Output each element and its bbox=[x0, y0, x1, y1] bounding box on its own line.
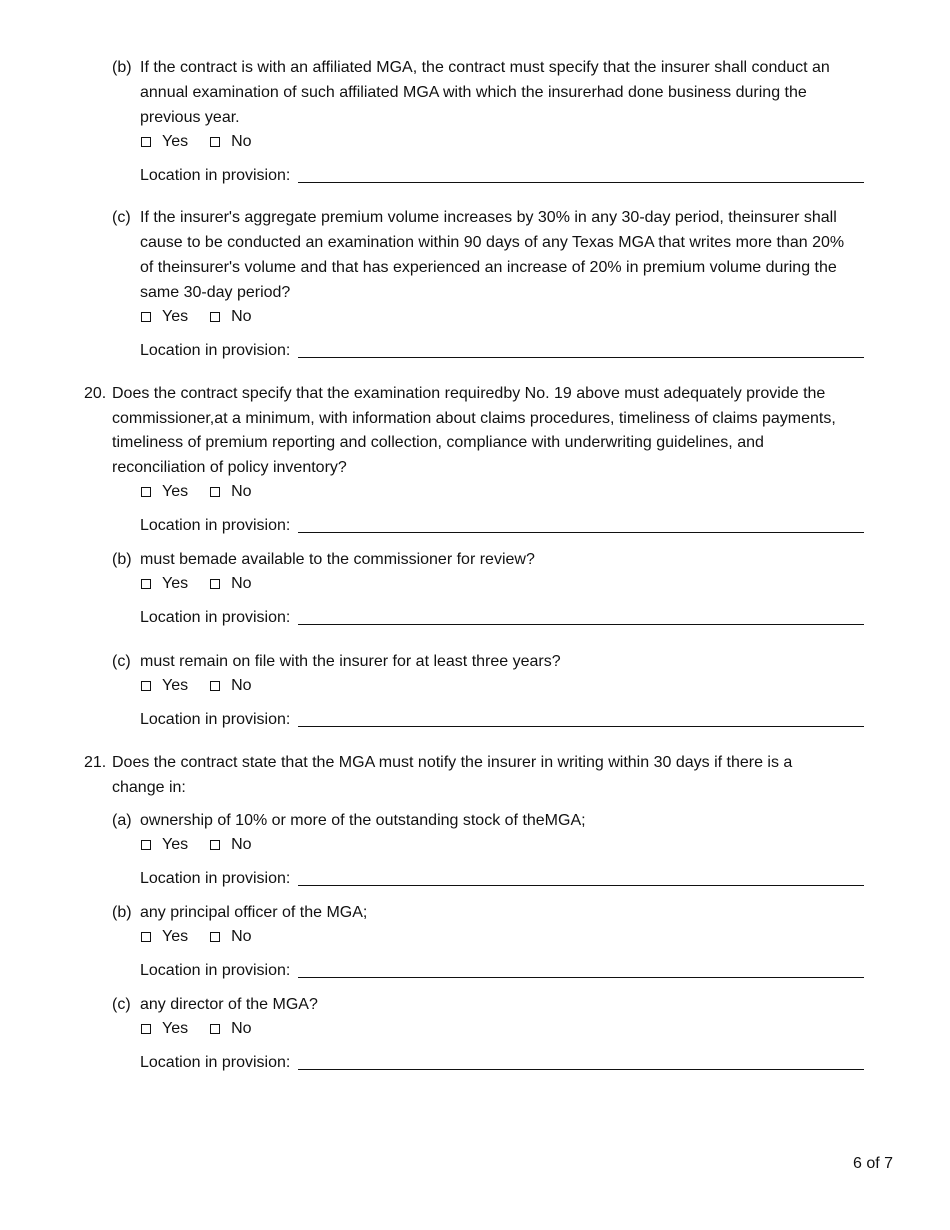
location-input-line[interactable] bbox=[298, 357, 864, 358]
no-checkbox[interactable] bbox=[210, 312, 220, 322]
question-text-line: If the insurer's aggregate premium volume increases by 30% in any 30-day period, theinsurer shall bbox=[140, 209, 837, 226]
location-field bbox=[140, 869, 864, 889]
question-text-line: annual examination of such affiliated MGA with which the insurerhad done business during the bbox=[140, 84, 807, 101]
no-label: No bbox=[231, 677, 252, 694]
question-text-line: If the contract is with an affiliated MGA, the contract must specify that the insurer shall conduct an bbox=[140, 59, 830, 76]
no-checkbox[interactable] bbox=[210, 579, 220, 589]
page-number: 6 of 7 bbox=[852, 1155, 893, 1172]
location-field bbox=[140, 516, 864, 536]
location-input-line[interactable] bbox=[298, 977, 864, 978]
yes-checkbox[interactable] bbox=[141, 137, 151, 147]
yes-label: Yes bbox=[162, 575, 189, 592]
location-field bbox=[140, 608, 864, 628]
location-label: Location in provision: bbox=[140, 167, 291, 184]
question-text-line: any director of the MGA? bbox=[140, 996, 318, 1013]
question-text-line: change in: bbox=[112, 779, 186, 796]
yes-checkbox[interactable] bbox=[141, 681, 151, 691]
question-text-line: commissioner,at a minimum, with information about claims procedures, timeliness of claims payments, bbox=[112, 410, 836, 427]
answer-options bbox=[141, 927, 274, 947]
yes-checkbox[interactable] bbox=[141, 840, 151, 850]
item-marker: (c) bbox=[112, 209, 131, 226]
question-text-line: any principal officer of the MGA; bbox=[140, 904, 368, 921]
yes-checkbox[interactable] bbox=[141, 579, 151, 589]
location-label: Location in provision: bbox=[140, 870, 291, 887]
yes-label: Yes bbox=[162, 308, 189, 325]
location-label: Location in provision: bbox=[140, 1054, 291, 1071]
location-input-line[interactable] bbox=[298, 726, 864, 727]
no-label: No bbox=[231, 308, 252, 325]
location-input-line[interactable] bbox=[298, 1069, 864, 1070]
no-checkbox[interactable] bbox=[210, 137, 220, 147]
question-text-line: timeliness of premium reporting and collection, compliance with underwriting guidelines, and bbox=[112, 434, 764, 451]
no-label: No bbox=[231, 483, 252, 500]
yes-checkbox[interactable] bbox=[141, 312, 151, 322]
location-field bbox=[140, 341, 864, 361]
no-label: No bbox=[231, 133, 252, 150]
location-input-line[interactable] bbox=[298, 624, 864, 625]
item-marker: (b) bbox=[112, 59, 132, 76]
item-marker: (b) bbox=[112, 904, 132, 921]
question-text-line: same 30-day period? bbox=[140, 284, 291, 301]
question-text-line: ownership of 10% or more of the outstanding stock of theMGA; bbox=[140, 812, 586, 829]
location-label: Location in provision: bbox=[140, 517, 291, 534]
location-label: Location in provision: bbox=[140, 962, 291, 979]
no-checkbox[interactable] bbox=[210, 932, 220, 942]
item-marker: (a) bbox=[112, 812, 132, 829]
yes-label: Yes bbox=[162, 928, 189, 945]
yes-label: Yes bbox=[162, 836, 189, 853]
yes-label: Yes bbox=[162, 483, 189, 500]
question-text-line: reconciliation of policy inventory? bbox=[112, 459, 347, 476]
no-label: No bbox=[231, 836, 252, 853]
yes-label: Yes bbox=[162, 133, 189, 150]
no-label: No bbox=[231, 928, 252, 945]
location-label: Location in provision: bbox=[140, 711, 291, 728]
no-checkbox[interactable] bbox=[210, 1024, 220, 1034]
location-field bbox=[140, 166, 864, 186]
answer-options bbox=[141, 482, 274, 502]
location-field bbox=[140, 961, 864, 981]
no-label: No bbox=[231, 575, 252, 592]
location-field bbox=[140, 1053, 864, 1073]
item-marker: (b) bbox=[112, 551, 132, 568]
question-text-line: Does the contract specify that the examination requiredby No. 19 above must adequately provide the bbox=[112, 385, 826, 402]
question-text-line: Does the contract state that the MGA must notify the insurer in writing within 30 days if there is a bbox=[112, 754, 793, 771]
location-input-line[interactable] bbox=[298, 182, 864, 183]
question-text-line: of theinsurer's volume and that has experienced an increase of 20% in premium volume during the bbox=[140, 259, 837, 276]
no-checkbox[interactable] bbox=[210, 840, 220, 850]
location-field bbox=[140, 710, 864, 730]
no-checkbox[interactable] bbox=[210, 487, 220, 497]
item-marker: (c) bbox=[112, 996, 131, 1013]
question-text-line: cause to be conducted an examination within 90 days of any Texas MGA that writes more than 20% bbox=[140, 234, 845, 251]
answer-options bbox=[141, 1019, 274, 1039]
question-text-line: previous year. bbox=[140, 109, 240, 126]
yes-label: Yes bbox=[162, 677, 189, 694]
item-marker: (c) bbox=[112, 653, 131, 670]
question-number: 21. bbox=[84, 754, 107, 771]
location-label: Location in provision: bbox=[140, 609, 291, 626]
location-input-line[interactable] bbox=[298, 885, 864, 886]
answer-options bbox=[141, 132, 274, 152]
question-text-line: must bemade available to the commissioner for review? bbox=[140, 551, 535, 568]
no-checkbox[interactable] bbox=[210, 681, 220, 691]
question-number: 20. bbox=[84, 385, 107, 402]
no-label: No bbox=[231, 1020, 252, 1037]
answer-options bbox=[141, 574, 274, 594]
yes-label: Yes bbox=[162, 1020, 189, 1037]
yes-checkbox[interactable] bbox=[141, 1024, 151, 1034]
answer-options bbox=[141, 307, 274, 327]
yes-checkbox[interactable] bbox=[141, 932, 151, 942]
answer-options bbox=[141, 676, 274, 696]
location-input-line[interactable] bbox=[298, 532, 864, 533]
yes-checkbox[interactable] bbox=[141, 487, 151, 497]
answer-options bbox=[141, 835, 274, 855]
question-text-line: must remain on file with the insurer for at least three years? bbox=[140, 653, 561, 670]
location-label: Location in provision: bbox=[140, 342, 291, 359]
